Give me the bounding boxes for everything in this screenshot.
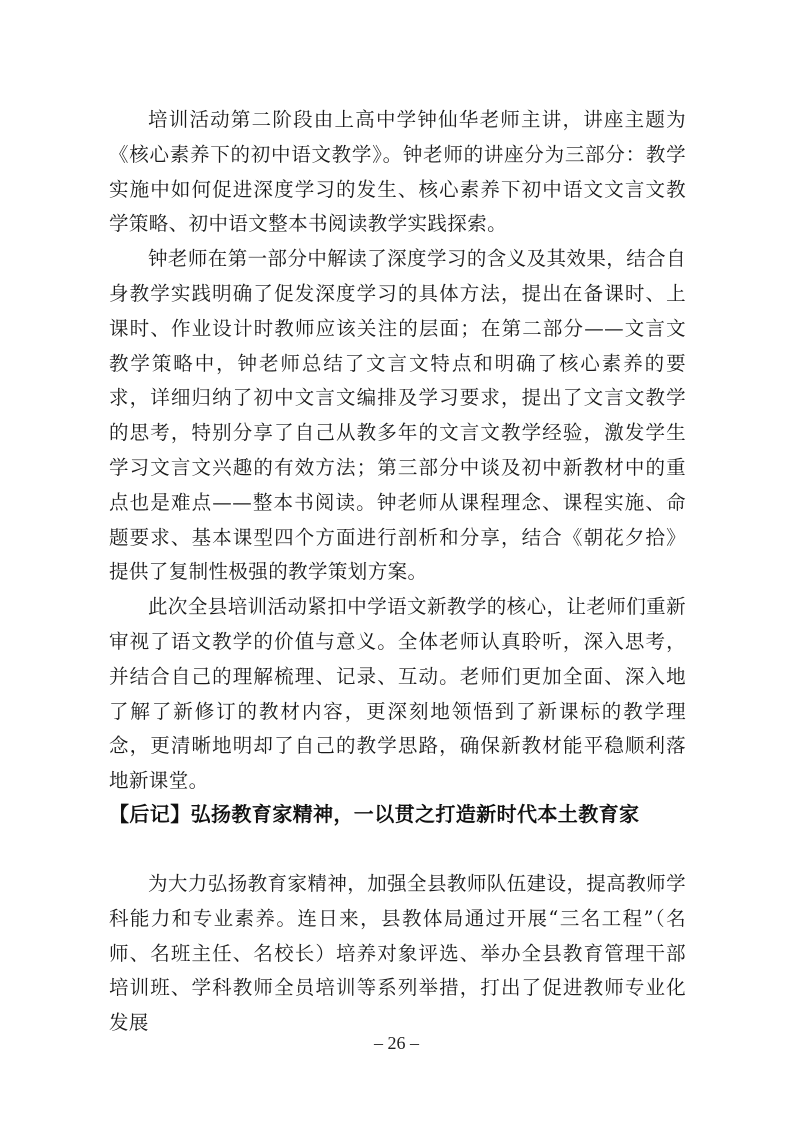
paragraph-3: 此次全县培训活动紧扣中学语文新教学的核心，让老师们重新审视了语文教学的价值与意义。全体老师认真聆听，深入思考，并结合自己的理解梳理、记录、互动。老师们更加全面、深入地了解了新修订的教材内容，更深刻地领悟到了新课标的教学理念，更清晰地明却了自己的教学思路，确保新教材能平稳顺利落地新课堂。 [109, 595, 686, 793]
body-text-2 [109, 867, 686, 1041]
paragraph-1: 培训活动第二阶段由上高中学钟仙华老师主讲，讲座主题为《核心素养下的初中语文教学》。钟老师的讲座分为三部分：教学实施中如何促进深度学习的发生、核心素养下初中语文文言文教学策略、初中语文整本书阅读教学实践探索。 [109, 108, 686, 236]
paragraph-2: 钟老师在第一部分中解读了深度学习的含义及其效果，结合自身教学实践明确了促发深度学习的具体方法，提出在备课时、上课时、作业设计时教师应该关注的层面；在第二部分——文言文教学策略中，钟老师总结了文言文特点和明确了核心素养的要求，详细归纳了初中文言文编排及学习要求，提出了文言文教学的思考，特别分享了自己从教多年的文言文教学经验，激发学生学习文言文兴趣的有效方法；第三部分中谈及初中新教材中的重点也是难点——整本书阅读。钟老师从课程理念、课程实施、命题要求、基本课型四个方面进行剖析和分享，结合《朝花夕拾》提供了复制性极强的教学策划方案。 [109, 247, 686, 584]
section-heading: 【后记】弘扬教育家精神，一以贯之打造新时代本土教育家 [109, 802, 640, 826]
body-text [109, 103, 686, 799]
page-number: – 26 – [374, 1033, 419, 1053]
paragraph-4: 为大力弘扬教育家精神，加强全县教师队伍建设，提高教师学科能力和专业素养。连日来，县教体局通过开展“三名工程”（名师、名班主任、名校长）培养对象评选、举办全县教育管理干部培训班、学科教师全员培训等系列举措，打出了促进教师专业化发展 [109, 872, 686, 1035]
